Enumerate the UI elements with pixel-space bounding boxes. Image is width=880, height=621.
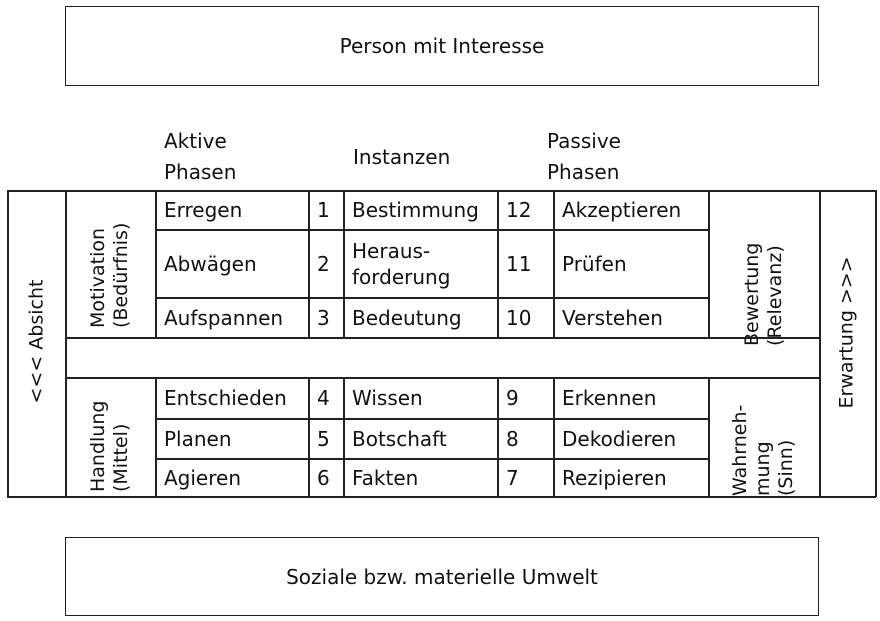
active-number-cell: 3: [317, 305, 330, 330]
header-active-line2: Phasen: [164, 160, 237, 184]
active-number-cell: 2: [317, 251, 330, 276]
header-passive-line1: Passive: [547, 129, 621, 153]
instance-cell: Botschaft: [352, 426, 447, 451]
label-wahrnehmung-line1: Wahrneh-: [729, 404, 751, 496]
instance-cell: [344, 230, 497, 297]
label-wahrnehmung-line2: mung: [752, 441, 774, 496]
header-passive: [547, 126, 621, 188]
label-bewertung-line1: Bewertung: [741, 242, 763, 346]
instance-cell-line2: forderung: [352, 264, 451, 289]
label-handlung-line1: Handlung: [87, 400, 109, 492]
active-phase-cell: Planen: [164, 426, 232, 451]
passive-number-cell: 12: [506, 198, 532, 222]
active-number-cell: 6: [317, 465, 330, 490]
environment-box: [65, 537, 819, 616]
passive-number-cell: 10: [506, 305, 532, 330]
instance-cell-line1: Heraus-: [352, 238, 431, 263]
active-phase-cell: Abwägen: [164, 251, 257, 276]
header-active-line1: Aktive: [164, 129, 227, 153]
active-phase-cell: Aufspannen: [164, 305, 284, 330]
passive-phase-cell: Erkennen: [562, 386, 657, 410]
passive-phase-cell: Prüfen: [562, 251, 627, 276]
active-number-cell: 5: [317, 426, 330, 451]
header-instances: Instanzen: [353, 145, 451, 169]
passive-phase-cell: Verstehen: [562, 305, 663, 330]
active-number-cell: 1: [317, 198, 330, 222]
label-wahrnehmung: [729, 378, 799, 496]
label-motivation: [87, 200, 133, 328]
label-handlung: [87, 382, 133, 492]
instance-cell: Bestimmung: [352, 198, 479, 222]
instance-cell: Bedeutung: [352, 305, 462, 330]
passive-phase-cell: Akzeptieren: [562, 198, 682, 222]
environment-label: Soziale bzw. materielle Umwelt: [286, 564, 598, 589]
label-motivation-line1: Motivation: [87, 227, 109, 328]
label-handlung-line2: (Mittel): [110, 423, 132, 492]
instance-cell: Wissen: [352, 386, 423, 410]
header-active: [164, 126, 236, 188]
label-bewertung: [741, 216, 787, 346]
instance-cell: Fakten: [352, 465, 419, 490]
label-wahrnehmung-line3: (Sinn): [775, 439, 797, 496]
passive-phase-cell: Rezipieren: [562, 465, 667, 490]
active-number-cell: 4: [317, 386, 330, 410]
passive-number-cell: 7: [506, 465, 519, 490]
person-label: Person mit Interesse: [339, 34, 545, 58]
label-motivation-line2: (Bedürfnis): [110, 222, 132, 328]
active-phase-cell: Entschieden: [164, 386, 287, 410]
passive-number-cell: 9: [506, 386, 519, 410]
active-phase-cell: Erregen: [164, 198, 243, 222]
label-bewertung-line2: (Relevanz): [764, 245, 786, 346]
person-box: [65, 6, 819, 86]
header-passive-line2: Phasen: [547, 160, 620, 184]
passive-phase-cell: Dekodieren: [562, 426, 677, 451]
passive-number-cell: 11: [506, 251, 532, 276]
passive-number-cell: 8: [506, 426, 519, 451]
active-phase-cell: Agieren: [164, 465, 242, 490]
label-absicht: <<< Absicht: [25, 279, 48, 404]
label-erwartung: Erwartung >>>: [835, 256, 858, 409]
